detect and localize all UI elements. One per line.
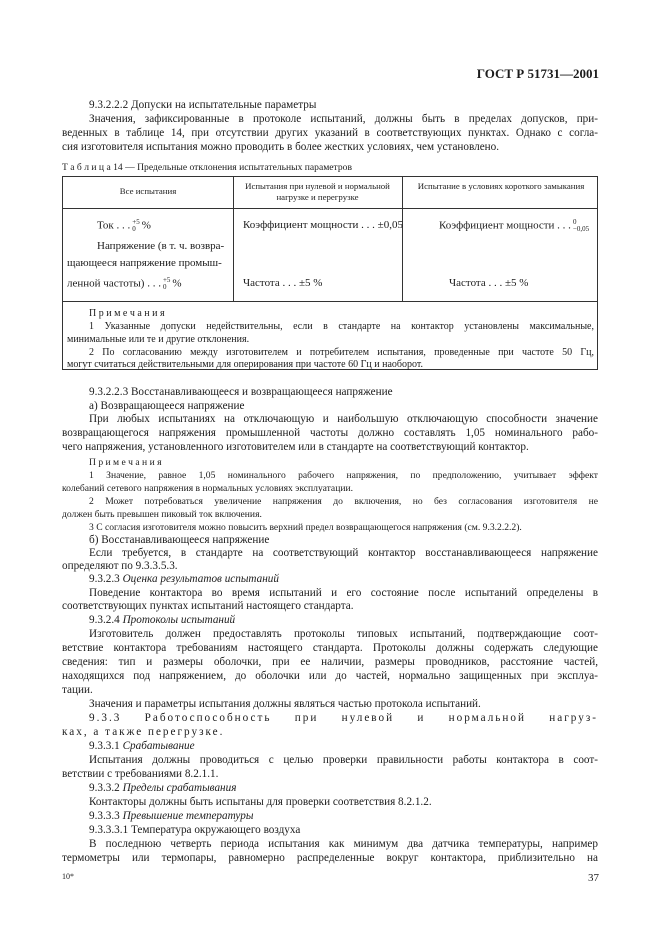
paragraph-line: Изготовитель должен предоставлять протоколы типовых испытаний, подтверждающие соот- bbox=[89, 628, 598, 640]
section-heading: 9.3.3.1 Срабатывание bbox=[89, 740, 195, 752]
page-number: 37 bbox=[588, 872, 599, 884]
voltage-line: Напряжение (в т. ч. возвра- bbox=[97, 240, 225, 252]
note-line: 3 С согласия изготовителя можно повысить верхний предел возвращающегося напряжения (см. 9.3.2.2.2). bbox=[89, 522, 522, 533]
header-divider bbox=[63, 208, 597, 209]
notes-divider bbox=[63, 301, 597, 302]
column-divider bbox=[233, 177, 234, 301]
table-note: 2 По согласованию между изготовителем и потребителем испытания, проведенные при частоте 50 Гц, bbox=[89, 347, 594, 358]
paragraph-line: При любых испытаниях на отключающую и наибольшую отключающую способности значение bbox=[89, 413, 598, 425]
table-caption: Т а б л и ц а 14 — Предельные отклонения испытательных параметров bbox=[62, 162, 352, 173]
notes-title: П р и м е ч а н и я bbox=[89, 457, 162, 468]
subsection-heading: а) Возвращающееся напряжение bbox=[89, 400, 245, 412]
note-line: 2 Может потребоваться увеличение напряжения до включения, но без согласования изготовителя не bbox=[89, 496, 598, 507]
section-heading: 9.3.2.2.3 Восстанавливающееся и возвращающееся напряжение bbox=[89, 386, 393, 398]
table-notes-title: П р и м е ч а н и я bbox=[89, 308, 165, 319]
paragraph-line: Поведение контактора во время испытаний и его состояние после испытаний определены в bbox=[89, 587, 598, 599]
voltage-line: щающееся напряжение промыш- bbox=[67, 257, 222, 269]
sc-frequency: Частота . . . ±5 % bbox=[449, 277, 529, 289]
section-heading-spaced: ках, а также перегрузке. bbox=[62, 726, 225, 738]
section-heading: 9.3.3.3.1 Температура окружающего воздуха bbox=[89, 824, 301, 836]
paragraph-line: веденных в таблице 14, при отсутствии других указаний в соответствующих пунктах. Однако с согла- bbox=[62, 127, 598, 139]
note-line: должен быть превышен пиковый ток включения. bbox=[62, 509, 262, 520]
paragraph-line: ветствие контактора требованиям настоящего стандарта. Протоколы должны содержать следующие bbox=[62, 642, 598, 654]
note-line: 1 Значение, равное 1,05 номинального рабочего напряжения, по предположению, учитывает эффект bbox=[89, 470, 598, 481]
section-heading: 9.3.2.4 Протоколы испытаний bbox=[89, 614, 236, 626]
load-frequency: Частота . . . ±5 % bbox=[243, 277, 323, 289]
voltage-tolerance: ленной частоты) . . . +5 0 % bbox=[67, 276, 182, 291]
sc-power-factor: Коэффициент мощности . . . 0 −0,05 bbox=[439, 218, 590, 233]
header-short-circuit: Испытание в условиях короткого замыкания bbox=[417, 181, 585, 191]
paragraph-line: чего напряжения, установленного изготовителем или в стандарте на соответствующий контактор. bbox=[62, 441, 529, 453]
note-line: колебаний сетевого напряжения в нормальных условиях эксплуатации. bbox=[62, 483, 353, 494]
load-power-factor: Коэффициент мощности . . . ±0,05 bbox=[243, 219, 403, 231]
paragraph-line: возвращающегося напряжения промышленной частоты должно составлять 1,05 номинального рабо- bbox=[62, 427, 598, 439]
paragraph-line: Испытания должны проводиться с целью проверки правильности работы контактора в соот- bbox=[89, 754, 598, 766]
paragraph-line: В последнюю четверть периода испытания как минимум два датчика температуры, например bbox=[89, 838, 598, 850]
paragraph-line: Контакторы должны быть испытаны для проверки соответствия 8.2.1.2. bbox=[89, 796, 432, 808]
sheet-mark: 10* bbox=[62, 872, 74, 881]
table-note: 1 Указанные допуски недействительны, если в стандарте на контактор установлены максимальные, bbox=[89, 321, 594, 332]
paragraph-line: Значения, зафиксированные в протоколе испытаний, должны быть в пределах допусков, при- bbox=[89, 113, 598, 125]
section-heading: 9.3.2.3 Оценка результатов испытаний bbox=[89, 573, 279, 585]
paragraph-line: соответствующих пунктах испытаний настоящего стандарта. bbox=[62, 600, 354, 612]
paragraph-line: тации. bbox=[62, 684, 93, 696]
section-heading: 9.3.3.3 Превышение температуры bbox=[89, 810, 254, 822]
section-heading: 9.3.2.2.2 Допуски на испытательные параметры bbox=[89, 99, 317, 111]
current-tolerance: Ток . . . +5 0 % bbox=[97, 218, 151, 233]
section-heading: 9.3.3.2 Пределы срабатывания bbox=[89, 782, 237, 794]
paragraph-line: ветствии с требованиями 8.2.1.1. bbox=[62, 768, 219, 780]
paragraph-line: сведения: тип и размеры оболочки, при ее наличии, размеры проводников, расстояние частей, bbox=[62, 656, 598, 668]
tolerance-table bbox=[62, 176, 598, 370]
paragraph-line: сия изготовителя испытания можно проводить в более жестких условиях, чем установлено. bbox=[62, 141, 500, 153]
paragraph-line: термометры или термопары, равномерно распределенные вокруг контактора, приблизительно на bbox=[62, 852, 598, 864]
header-load-tests: Испытания при нулевой и нормальной нагрузке и перегрузке bbox=[245, 181, 390, 202]
paragraph-line: Если требуется, в стандарте на соответствующий контактор восстанавливающееся напряжение bbox=[89, 547, 598, 559]
column-divider bbox=[402, 177, 403, 301]
paragraph-line: определяют по 9.3.3.5.3. bbox=[62, 560, 178, 572]
paragraph-line: находящихся под напряжением, до оболочки или до частей, нормально защищенных при эксплуа- bbox=[62, 670, 598, 682]
subsection-heading: б) Восстанавливающееся напряжение bbox=[89, 534, 270, 546]
header-all-tests: Все испытания bbox=[119, 186, 177, 196]
standard-number: ГОСТ Р 51731—2001 bbox=[476, 66, 599, 81]
table-note: минимальные или те и другие отклонения. bbox=[67, 334, 250, 345]
paragraph-line: Значения и параметры испытания должны являться частью протокола испытаний. bbox=[89, 698, 481, 710]
section-heading-spaced: 9.3.3 Работоспособность при нулевой и нормальной нагруз- bbox=[89, 712, 598, 724]
table-note: могут считаться действительными для оперирования при частоте 60 Гц и наоборот. bbox=[67, 359, 423, 370]
